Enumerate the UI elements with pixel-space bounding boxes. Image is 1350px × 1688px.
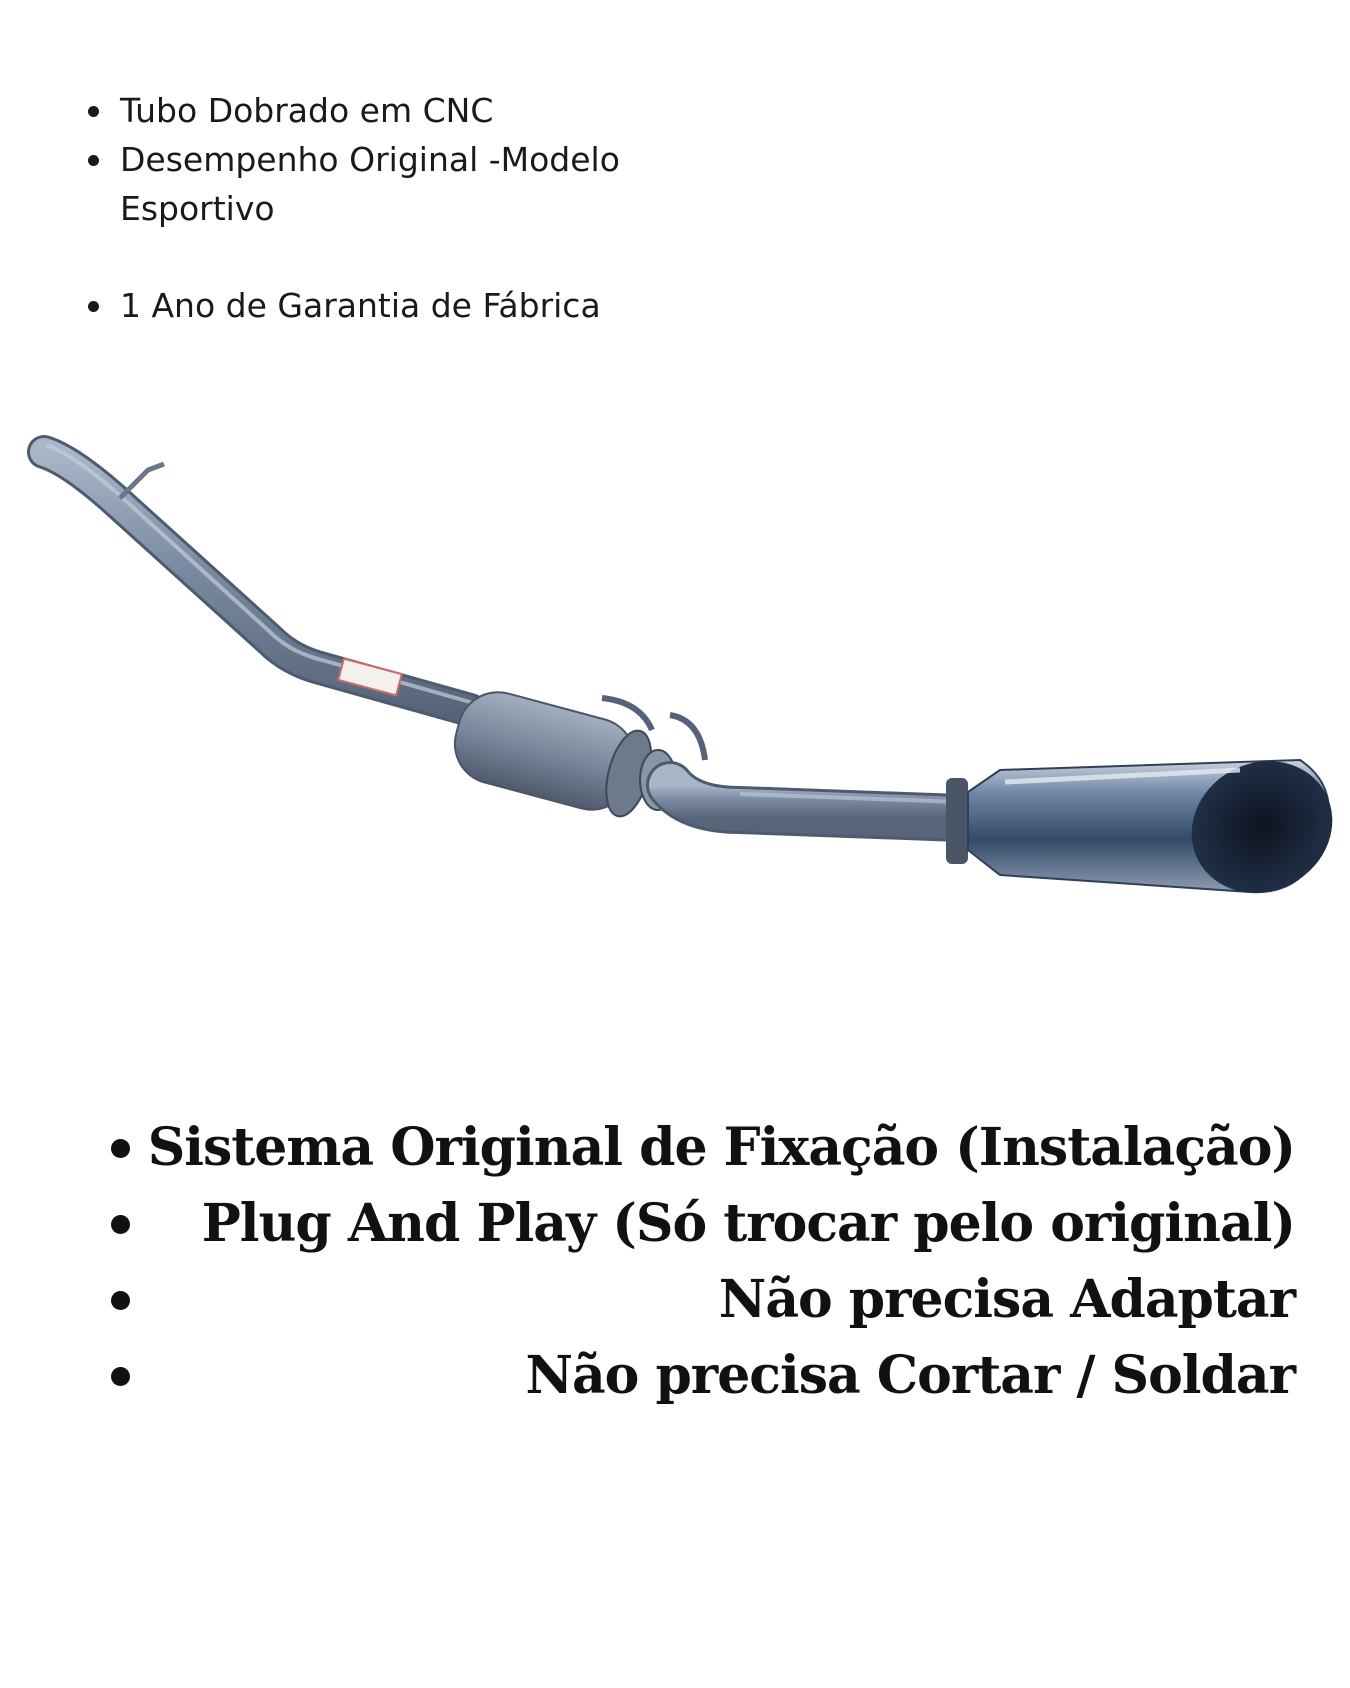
feature-text: Plug And Play (Só trocar pelo original) (201, 1193, 1295, 1254)
bullet-icon (88, 301, 99, 312)
feature-text: Desempenho Original -Modelo Esportivo (120, 140, 620, 228)
feature-item (0, 1338, 1350, 1414)
bullet-icon (111, 1139, 130, 1158)
bullet-icon (88, 106, 99, 117)
feature-text: Tubo Dobrado em CNC (120, 91, 494, 130)
feature-text: Não precisa Cortar / Soldar (525, 1345, 1295, 1406)
bullet-icon (111, 1215, 130, 1234)
feature-text: Não precisa Adaptar (718, 1269, 1295, 1330)
feature-text: 1 Ano de Garantia de Fábrica (120, 286, 601, 325)
bullet-icon (111, 1291, 130, 1310)
bullet-icon (88, 155, 99, 166)
feature-item (88, 281, 728, 330)
feature-item (0, 1186, 1350, 1262)
exhaust-pipe-image (0, 430, 1350, 990)
feature-item (0, 1110, 1350, 1186)
feature-item (88, 86, 728, 135)
feature-list-bottom (0, 1110, 1350, 1414)
feature-list-top (88, 86, 728, 330)
bullet-icon (111, 1367, 130, 1386)
feature-item (88, 135, 728, 233)
feature-text: Sistema Original de Fixação (Instalação) (147, 1117, 1295, 1178)
feature-item (0, 1262, 1350, 1338)
